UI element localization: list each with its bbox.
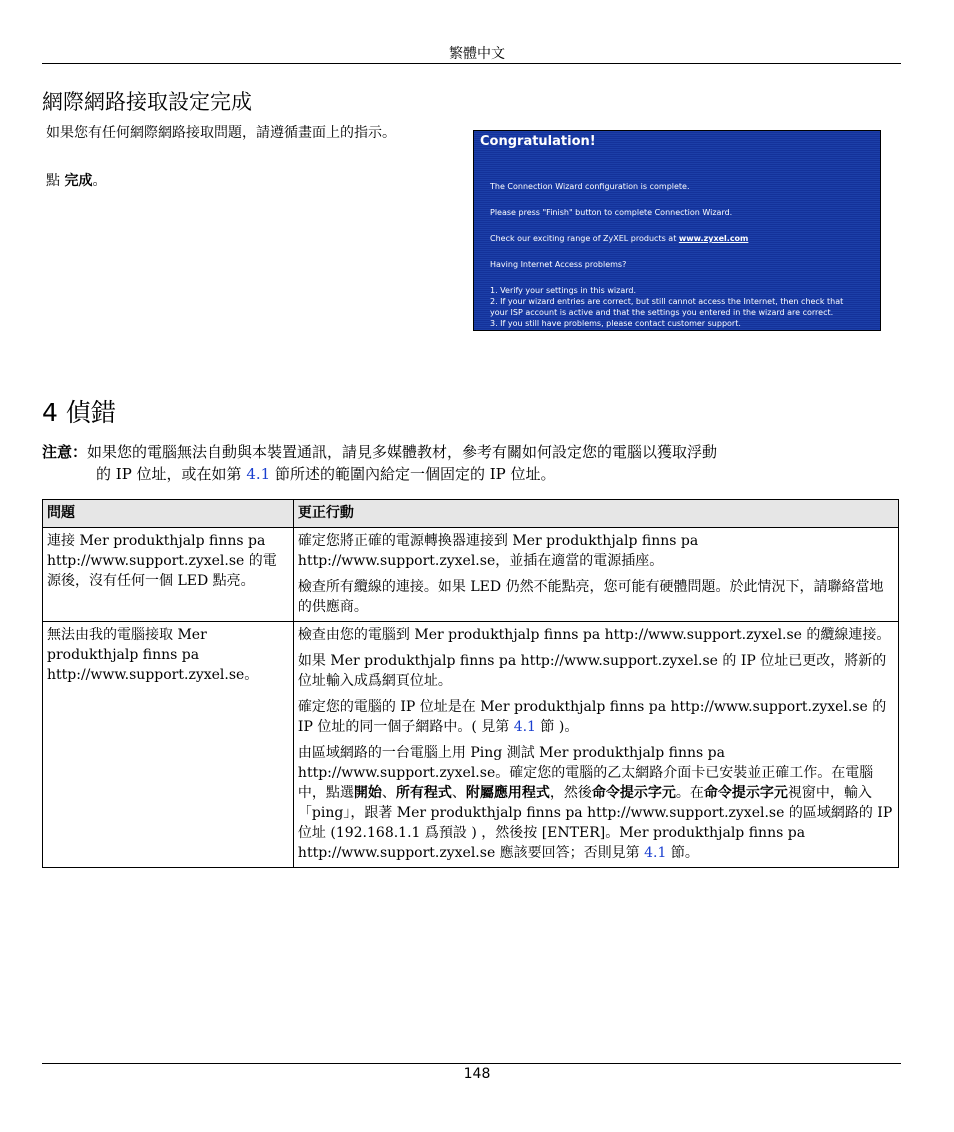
header-action: 更正行動	[293, 500, 898, 528]
section-title: 網際網路接取設定完成	[42, 90, 252, 114]
click-suffix: 。	[92, 173, 107, 189]
command-prompt-window-label: 命令提示字元	[703, 785, 788, 801]
action-paragraph: 確定您將正確的電源轉換器連接到 Mer produkthjalp finns pa http://www.support.zyxel.se，並插在適當的電源插座。	[297, 533, 699, 569]
start-menu-label: 開始	[353, 785, 382, 801]
action-paragraph	[298, 743, 894, 863]
wizard-title: Congratulation!	[480, 134, 596, 149]
wizard-line-problems: Having Internet Access problems?	[490, 260, 627, 269]
header-rule	[42, 63, 901, 64]
troubleshooting-table	[42, 499, 899, 868]
ping-text-6: 視窗中，輸入「ping」，跟著 Mer produkthjalp finns pa http://www.support.zyxel.se 的區域網路的 IP 位址 (192.168.1.1 爲預設 ) ，然後按 [ENTER]。Mer produkthjalp finns pa http://www.support.zyxel.se 應該要回答；否則見第	[297, 785, 893, 861]
problem-cell: 無法由我的電腦接取 Mer produkthjalp finns pa http://www.support.zyxel.se。	[43, 622, 294, 868]
ip-check-suffix: 節 )。	[535, 719, 579, 735]
section-paragraph: 如果您有任何網際網路接取問題，請遵循畫面上的指示。	[46, 125, 396, 141]
click-instruction	[46, 171, 106, 191]
page-header-language: 繁體中文	[449, 46, 505, 62]
note-label: 注意：	[42, 443, 88, 461]
problem-cell: 連接 Mer produkthjalp finns pa http://www.support.zyxel.se 的電源後，沒有任何一個 LED 點亮。	[43, 528, 294, 622]
chapter-title: 4 偵錯	[42, 398, 116, 427]
header-problem: 問題	[43, 500, 294, 528]
table-header-row	[43, 500, 899, 528]
command-prompt-label: 命令提示字元	[591, 785, 676, 801]
wizard-line-step2b: your ISP account is active and that the settings you entered in the wizard are correct.	[490, 308, 834, 317]
wizard-line-complete: The Connection Wizard configuration is complete.	[490, 182, 690, 191]
finish-label: 完成	[64, 173, 93, 189]
all-programs-label: 所有程式	[395, 785, 452, 801]
ping-text-7: 節。	[666, 845, 699, 861]
wizard-line-step1: 1. Verify your settings in this wizard.	[490, 286, 637, 295]
ping-text-2: 、	[381, 785, 396, 801]
wizard-line-step3: 3. If you still have problems, please contact customer support.	[490, 319, 741, 328]
wizard-line-products	[490, 233, 748, 244]
wizard-products-text: Check our exciting range of ZyXEL products at	[490, 234, 679, 243]
section-link[interactable]: 4.1	[644, 845, 667, 861]
note-line2-suffix: 節所述的範圍內給定一個固定的 IP 位址。	[270, 465, 556, 483]
wizard-line-step2: 2. If your wizard entries are correct, but still cannot access the Internet, then check that	[490, 297, 844, 306]
ping-text-5: 。在	[675, 785, 704, 801]
action-paragraph	[298, 697, 894, 737]
ping-text-1: 由區域網路的一台電腦上用 Ping 測試 Mer produkthjalp finns pa http://www.support.zyxel.se。確定您的電腦的乙太網路介面卡已安裝並正確工作。在電腦中，點選	[297, 745, 874, 801]
action-paragraph: 檢查由您的電腦到 Mer produkthjalp finns pa http://www.support.zyxel.se 的纜線連接。	[297, 627, 891, 643]
action-paragraph: 如果 Mer produkthjalp finns pa http://www.support.zyxel.se 的 IP 位址已更改，將新的位址輸入成爲網頁位址。	[297, 653, 887, 689]
click-prefix: 點	[46, 173, 60, 189]
wizard-screenshot	[473, 130, 881, 331]
action-cell	[293, 622, 898, 868]
note-line1: 如果您的電腦無法自動與本裝置通訊，請見多媒體教材，參考有關如何設定您的電腦以獲取浮動	[87, 443, 718, 461]
note-block	[42, 441, 902, 485]
section-link[interactable]: 4.1	[513, 719, 536, 735]
wizard-line-finish: Please press "Finish" button to complete Connection Wizard.	[490, 208, 733, 217]
note-line2-prefix: 的 IP 位址，或在如第	[96, 465, 247, 483]
table-row	[43, 622, 899, 868]
action-cell	[293, 528, 898, 622]
action-paragraph: 檢查所有纜線的連接。如果 LED 仍然不能點亮，您可能有硬體問題。於此情況下，請聯絡當地的供應商。	[297, 579, 884, 615]
zyxel-link[interactable]: www.zyxel.com	[678, 234, 749, 243]
ping-text-3: 、	[451, 785, 466, 801]
section-link[interactable]: 4.1	[246, 465, 271, 483]
table-row	[43, 528, 899, 622]
ping-text-4: ，然後	[549, 785, 592, 801]
accessories-label: 附屬應用程式	[465, 785, 550, 801]
ip-check-text: 確定您的電腦的 IP 位址是在 Mer produkthjalp finns pa http://www.support.zyxel.se 的 IP 位址的同一個子網路中。( 見第	[297, 699, 887, 735]
page-number: 148	[463, 1066, 491, 1082]
footer-rule	[42, 1063, 901, 1064]
